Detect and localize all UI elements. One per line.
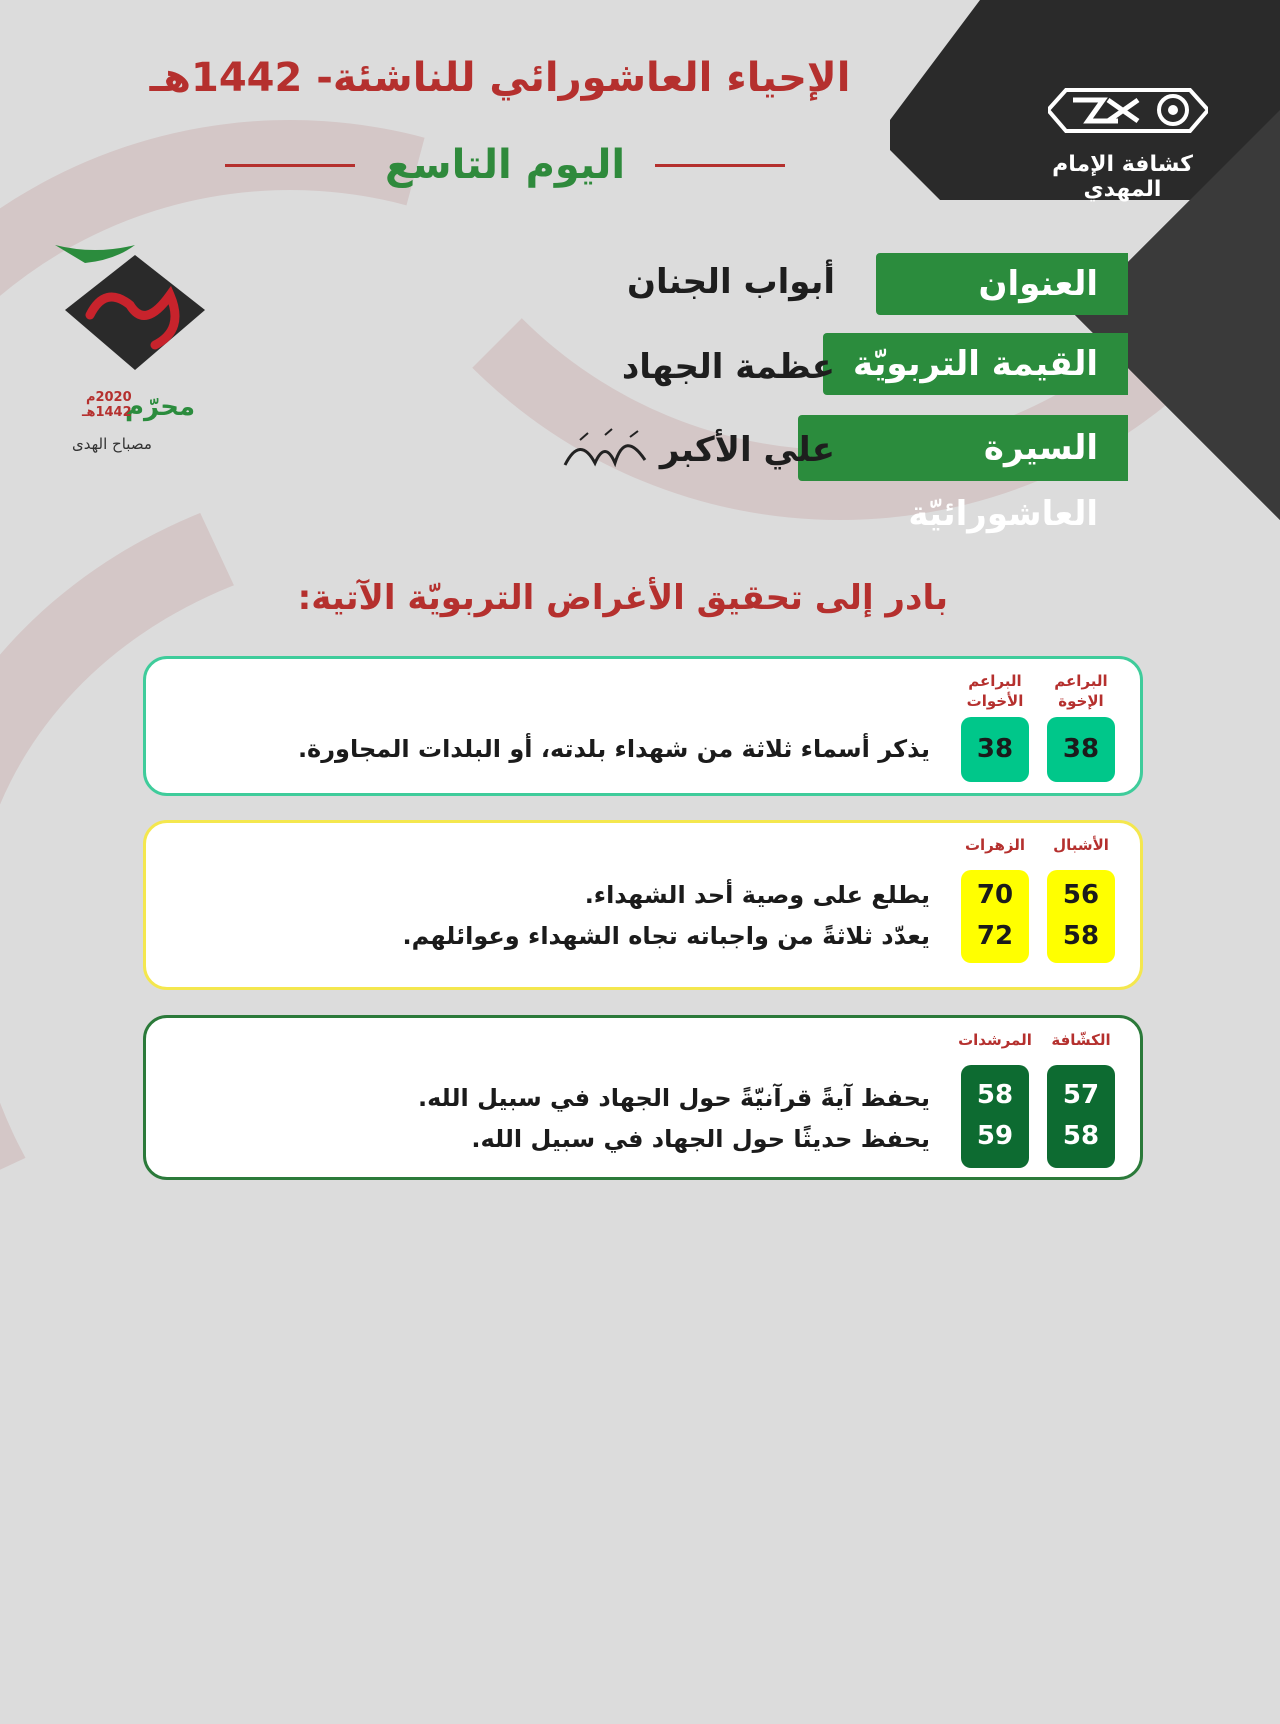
- brand-name: كشافة الإمام المهدي: [1052, 152, 1193, 202]
- value-number: 38: [1062, 734, 1100, 764]
- value-number: 59: [976, 1121, 1014, 1151]
- value-box-1: [1047, 1065, 1115, 1168]
- muharram-word: محرّم: [125, 392, 196, 422]
- value-value: عظمة الجهاد: [621, 347, 835, 387]
- value-number: 58: [1062, 1121, 1100, 1151]
- muharram-logo-icon: [45, 235, 225, 460]
- value-number: 56: [1062, 880, 1100, 910]
- label-value: القيمة التربويّة: [823, 333, 1128, 395]
- goal-text: يحفظ آيةً قرآنيّةً حول الجهاد في سبيل الله.: [418, 1084, 930, 1112]
- day-title: اليوم التاسع: [384, 142, 626, 188]
- value-box-2: [961, 870, 1029, 963]
- column-head-2: المرشدات: [958, 1031, 1032, 1049]
- goal-text: يعدّد ثلاثةً من واجباته تجاه الشهداء وعوائلهم.: [402, 922, 930, 950]
- muharram-years: [82, 390, 132, 420]
- value-box-1: [1047, 870, 1115, 963]
- scout-logo-icon: [1048, 88, 1208, 133]
- value-number: 58: [1062, 921, 1100, 951]
- goal-text: يذكر أسماء ثلاثة من شهداء بلدته، أو البلدات المجاورة.: [297, 735, 930, 763]
- value-number: 72: [976, 921, 1014, 951]
- honorific-calligraphy-icon: [560, 425, 650, 475]
- value-box-2: [961, 717, 1029, 782]
- value-number: 58: [976, 1080, 1014, 1110]
- label-title: العنوان: [876, 253, 1128, 315]
- column-head-2: البراعم الأخوات: [966, 672, 1024, 710]
- year-gregorian: 2020م: [85, 390, 132, 405]
- year-hijri: 1442هـ: [82, 405, 132, 420]
- column-head-1: البراعم الإخوة: [1054, 672, 1108, 710]
- goals-heading: بادر إلى تحقيق الأغراض التربويّة الآتية:: [297, 578, 948, 618]
- value-number: 57: [1062, 1080, 1100, 1110]
- goal-card-1: [143, 656, 1143, 796]
- page-title: الإحياء العاشورائي للناشئة- 1442هـ: [149, 55, 851, 101]
- goal-card-2: [143, 820, 1143, 990]
- goal-card-3: [143, 1015, 1143, 1180]
- value-box-1: [1047, 717, 1115, 782]
- value-number: 70: [976, 880, 1014, 910]
- day-heading: [225, 142, 785, 192]
- column-head-2: الزهرات: [964, 836, 1026, 854]
- column-head-1: الكشّافة: [1051, 1031, 1111, 1049]
- muharram-tagline: مصباح الهدى: [72, 435, 152, 453]
- value-number: 38: [976, 734, 1014, 764]
- column-head-1: الأشبال: [1053, 836, 1109, 854]
- value-box-2: [961, 1065, 1029, 1168]
- label-biography: السيرة العاشورائيّة: [798, 415, 1128, 481]
- goal-text: يطلع على وصية أحد الشهداء.: [584, 881, 930, 909]
- goal-text: يحفظ حديثًا حول الجهاد في سبيل الله.: [471, 1125, 930, 1153]
- value-title: أبواب الجنان: [627, 262, 835, 302]
- value-biography: علي الأكبر: [659, 430, 835, 470]
